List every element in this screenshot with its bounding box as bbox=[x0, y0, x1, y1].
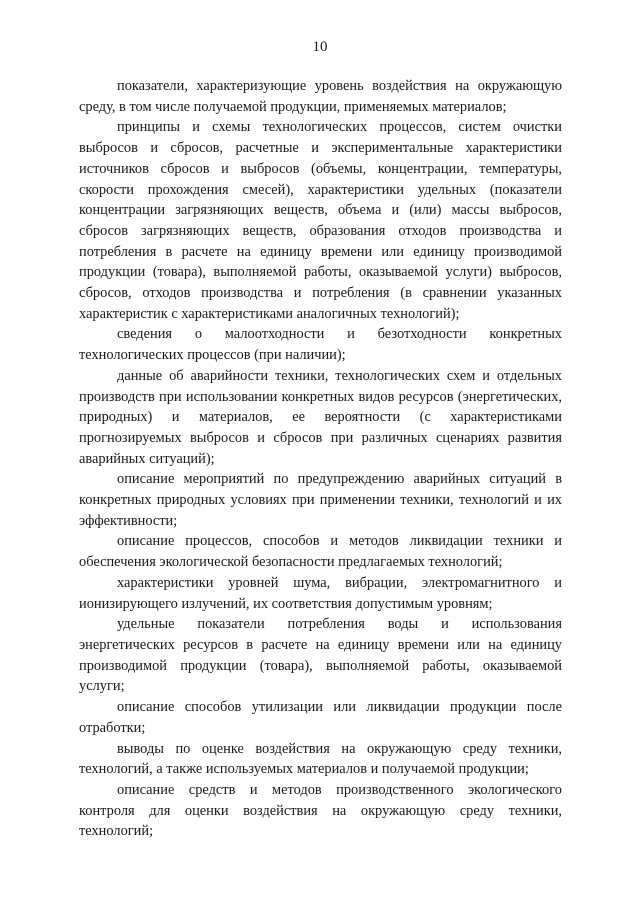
document-body bbox=[79, 76, 562, 842]
page-number: 10 bbox=[312, 39, 328, 55]
paragraph-accident-prevention-measures: описание мероприятий по предупреждению аварийных ситуаций в конкретных природных условиях при применении техники, технологий и их эффективности; bbox=[79, 471, 562, 529]
paragraph-low-waste-information: сведения о малоотходности и безотходности конкретных технологических процессов (при наличии); bbox=[79, 326, 562, 364]
paragraph-noise-vibration-radiation: характеристики уровней шума, вибрации, электромагнитного и ионизирующего излучений, их соответствия допустимым уровням; bbox=[79, 574, 562, 612]
paragraph-environmental-monitoring: описание средств и методов производственного экологического контроля для оценки воздействия на окружающую среду техники, технологий; bbox=[79, 781, 562, 840]
paragraph-product-disposal: описание способов утилизации или ликвидации продукции после отработки; bbox=[79, 699, 562, 736]
paragraph-water-energy-consumption: удельные показатели потребления воды и использования энергетических ресурсов в расчете на единицу времени или на единицу производимой продукции (товара), выполняемой работы, оказываемой услуги; bbox=[79, 616, 562, 695]
paragraph-environmental-impact-indicators: показатели, характеризующие уровень воздействия на окружающую среду, в том числе получаемой продукции, применяемых материалов; bbox=[79, 78, 562, 115]
paragraph-process-principles-and-schemes: принципы и схемы технологических процессов, систем очистки выбросов и сбросов, расчетные и экспериментальные характеристики источников сбросов и выбросов (объемы, концентрации, температуры, скорости прохождения смесей), характеристики удельных (показатели концентрации загрязняющих веществ, объема и (или) массы выбросов, сбросов загрязняющих веществ, образования отходов производства и потребления в расчете на единицу времени или единицу производимой продукции (товара), выполняемой работы, оказываемой услуги) выбросов, сбросов, отходов производства и потребления (в сравнении указанных характеристик с характеристиками аналогичных технологий); bbox=[79, 119, 562, 322]
paragraph-liquidation-methods: описание процессов, способов и методов ликвидации техники и обеспечения экологической безопасности предлагаемых технологий; bbox=[79, 533, 562, 571]
paragraph-impact-assessment-conclusions: выводы по оценке воздействия на окружающую среду техники, технологий, а также используемых материалов и получаемой продукции; bbox=[79, 740, 562, 778]
paragraph-accident-rate-data: данные об аварийности техники, технологических схем и отдельных производств при использовании конкретных видов ресурсов (энергетических, природных) и материалов, ее вероятности (с характеристиками прогнозируемых выбросов и сбросов при различных сценариях развития аварийных ситуаций); bbox=[79, 367, 562, 467]
